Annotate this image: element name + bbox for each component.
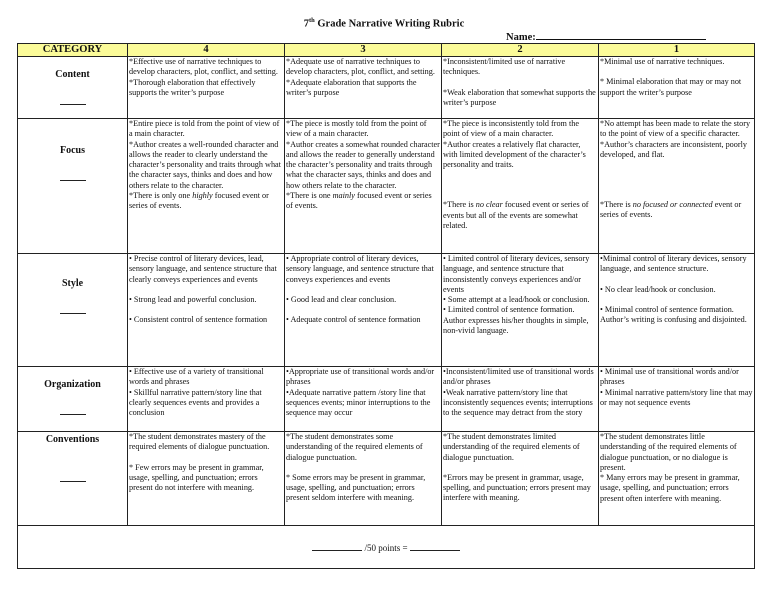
criteria-text: • Limited control of sentence formation. Author expresses his/her thoughts in simple, non-vivid language. <box>443 305 589 336</box>
cell-style-1 <box>599 254 755 367</box>
rubric-table <box>17 43 755 569</box>
cell-content-1 <box>599 57 755 119</box>
criteria-text: *Author’s characters are inconsistent, poorly developed, and flat. <box>600 139 747 159</box>
row-content <box>18 57 755 119</box>
criteria-text: *Adequate use of narrative techniques to develop characters, plot, conflict, and setting. <box>286 57 435 77</box>
category-conventions: Conventions <box>18 432 128 526</box>
criteria-text: •Weak narrative pattern/story line that inconsistently sequences events; interruptions to the sequence may detract from the story <box>443 387 593 418</box>
header-row <box>18 44 755 57</box>
cell-focus-4 <box>128 119 285 254</box>
category-content: Content <box>18 57 128 119</box>
score-blank-organization[interactable] <box>60 404 86 415</box>
header-score-4: 4 <box>128 44 285 57</box>
criteria-text: • Some attempt at a lead/hook or conclusion. <box>443 295 590 305</box>
criteria-text: focused event or series of events. <box>286 191 432 211</box>
cell-organization-1 <box>599 367 755 432</box>
criteria-text: *Adequate elaboration that supports the writer’s purpose <box>286 77 417 97</box>
criteria-text: focused event or series of events. <box>129 191 269 211</box>
cell-focus-2 <box>442 119 599 254</box>
cell-content-3 <box>285 57 442 119</box>
row-conventions <box>18 432 755 526</box>
criteria-text: • Minimal narrative pattern/story line that may or may not sequence events <box>600 387 753 407</box>
criteria-text: * Many errors may be present in grammar, usage, spelling, and punctuation; errors present often interfere with meaning. <box>600 473 740 503</box>
cell-content-2 <box>442 57 599 119</box>
cell-conventions-1 <box>599 432 755 526</box>
score-blank-style[interactable] <box>60 303 86 314</box>
criteria-text: highly <box>192 191 213 201</box>
criteria-text: *Author creates a somewhat rounded character and allows the reader to generally understand the character’s personality and traits through what the character says, thinks and does and how others relate to the character. <box>286 139 440 190</box>
criteria-text: *The student demonstrates mastery of the required elements of dialogue punctuation. <box>129 432 270 452</box>
criteria-text: *The student demonstrates some understanding of the required elements of dialogue punctuation. <box>286 432 423 462</box>
criteria-text: no focused or connected <box>632 200 713 210</box>
criteria-text: * Some errors may be present in grammar, usage, spelling, and punctuation; errors present seldom interfere with meaning. <box>286 472 426 503</box>
cell-focus-3 <box>285 119 442 254</box>
points-earned-blank[interactable] <box>312 542 362 551</box>
criteria-text: • Appropriate control of literary devices, sensory language, and sentence structure that conveys experiences and events <box>286 254 434 284</box>
category-focus: Focus <box>18 119 128 254</box>
criteria-text: focused event or series of events but all of the events are somewhat related. <box>443 200 589 231</box>
criteria-text: •Minimal control of literary devices, sensory language, and sentence structure. <box>600 254 747 274</box>
total-score-cell <box>18 526 755 569</box>
cell-conventions-3 <box>285 432 442 526</box>
criteria-text: no clear <box>475 200 503 210</box>
criteria-text: • Good lead and clear conclusion. <box>286 294 397 304</box>
criteria-text: *There is <box>600 200 633 210</box>
criteria-text: mainly <box>332 191 355 201</box>
criteria-text: * Minimal elaboration that may or may not support the writer’s purpose <box>600 77 742 97</box>
criteria-text: *There is only one <box>129 191 193 201</box>
grade-blank[interactable] <box>410 542 460 551</box>
cell-organization-4 <box>128 367 285 432</box>
criteria-text: • Adequate control of sentence formation <box>286 315 421 325</box>
score-blank-content[interactable] <box>60 94 86 105</box>
criteria-text: • Precise control of literary devices, lead, sensory language, and sentence structure that clearly conveys experiences and events <box>129 254 277 284</box>
criteria-text: • Effective use of a variety of transitional words and phrases <box>129 367 264 387</box>
cell-conventions-2 <box>442 432 599 526</box>
criteria-text: *Effective use of narrative techniques to develop characters, plot, conflict, and setting. <box>129 57 278 77</box>
cell-content-4 <box>128 57 285 119</box>
criteria-text: event or series of events. <box>600 200 742 220</box>
row-organization <box>18 367 755 432</box>
criteria-text: *Errors may be present in grammar, usage, spelling, and punctuation; errors present may interfere with meaning. <box>443 472 591 503</box>
cell-organization-3 <box>285 367 442 432</box>
title-text: Grade Narrative Writing Rubric <box>314 18 465 30</box>
header-score-2: 2 <box>442 44 599 57</box>
score-blank-conventions[interactable] <box>60 471 86 482</box>
criteria-text: *The student demonstrates little understanding of the required elements of dialogue punctuation, or no dialogue is present. <box>600 432 737 472</box>
name-blank[interactable] <box>536 30 706 40</box>
criteria-text: *Weak elaboration that somewhat supports the writer’s purpose <box>443 87 596 107</box>
cell-style-4 <box>128 254 285 367</box>
total-score-label: /50 points = <box>362 542 410 553</box>
criteria-text: •Appropriate use of transitional words and/or phrases <box>286 367 435 387</box>
cell-conventions-4 <box>128 432 285 526</box>
header-score-3: 3 <box>285 44 442 57</box>
criteria-text: • Skillful narrative pattern/story line that clearly sequences events and provides a conclusion <box>129 387 262 418</box>
cell-style-3 <box>285 254 442 367</box>
row-focus <box>18 119 755 254</box>
category-style: Style <box>18 254 128 367</box>
criteria-text: • Minimal use of transitional words and/or phrases <box>600 367 739 387</box>
criteria-text: *There is <box>443 200 476 210</box>
criteria-text: *Minimal use of narrative techniques. <box>600 57 725 66</box>
header-category: CATEGORY <box>18 44 128 57</box>
title-text: th <box>308 17 315 24</box>
title-text: 7 <box>303 18 309 30</box>
criteria-text: *Entire piece is told from the point of view of a main character. <box>129 119 280 139</box>
criteria-text: *Thorough elaboration that effectively supports the writer’s purpose <box>129 77 256 97</box>
criteria-text: *The piece is inconsistently told from the point of view of a main character. <box>443 119 579 139</box>
criteria-text: • Strong lead and powerful conclusion. <box>129 294 257 304</box>
cell-focus-1 <box>599 119 755 254</box>
name-field[interactable] <box>506 30 706 43</box>
category-organization: Organization <box>18 367 128 432</box>
page-title <box>0 17 768 30</box>
criteria-text: *The student demonstrates limited understanding of the required elements of dialogue punctuation. <box>443 432 580 462</box>
row-style <box>18 254 755 367</box>
criteria-text: *Author creates a well-rounded character and allows the reader to clearly understand the character’s personality and traits through what the character says, thinks and does and how others relate to the character. <box>129 139 281 190</box>
name-label: Name: <box>506 32 536 43</box>
criteria-text: •Inconsistent/limited use of transitional words and/or phrases <box>443 367 594 387</box>
criteria-text: * Few errors may be present in grammar, usage, spelling, and punctuation; errors present do not interfere with meaning. <box>129 462 264 493</box>
criteria-text: *Author creates a relatively flat character, with limited development of the character’s personality and traits. <box>443 139 586 170</box>
criteria-text: *There is one <box>286 191 333 201</box>
criteria-text: • No clear lead/hook or conclusion. <box>600 284 716 294</box>
criteria-text: • Consistent control of sentence formation <box>129 315 268 325</box>
cell-style-2 <box>442 254 599 367</box>
criteria-text: •Adequate narrative pattern /story line that sequences events; minor interruptions to the sequence may occur <box>286 387 431 418</box>
score-blank-focus[interactable] <box>60 170 86 181</box>
criteria-text: *No attempt has been made to relate the story to the point of view of a specific character. <box>600 119 751 139</box>
header-score-1: 1 <box>599 44 755 57</box>
row-total-score <box>18 526 755 569</box>
cell-organization-2 <box>442 367 599 432</box>
criteria-text: *Inconsistent/limited use of narrative techniques. <box>443 57 566 77</box>
criteria-text: • Limited control of literary devices, sensory language, and sentence structure that inconsistently conveys experiences and/or events <box>443 254 590 294</box>
criteria-text: *The piece is mostly told from the point of view of a main character. <box>286 119 427 139</box>
criteria-text: • Minimal control of sentence formation. Author’s writing is confusing and disjointed. <box>600 304 747 325</box>
